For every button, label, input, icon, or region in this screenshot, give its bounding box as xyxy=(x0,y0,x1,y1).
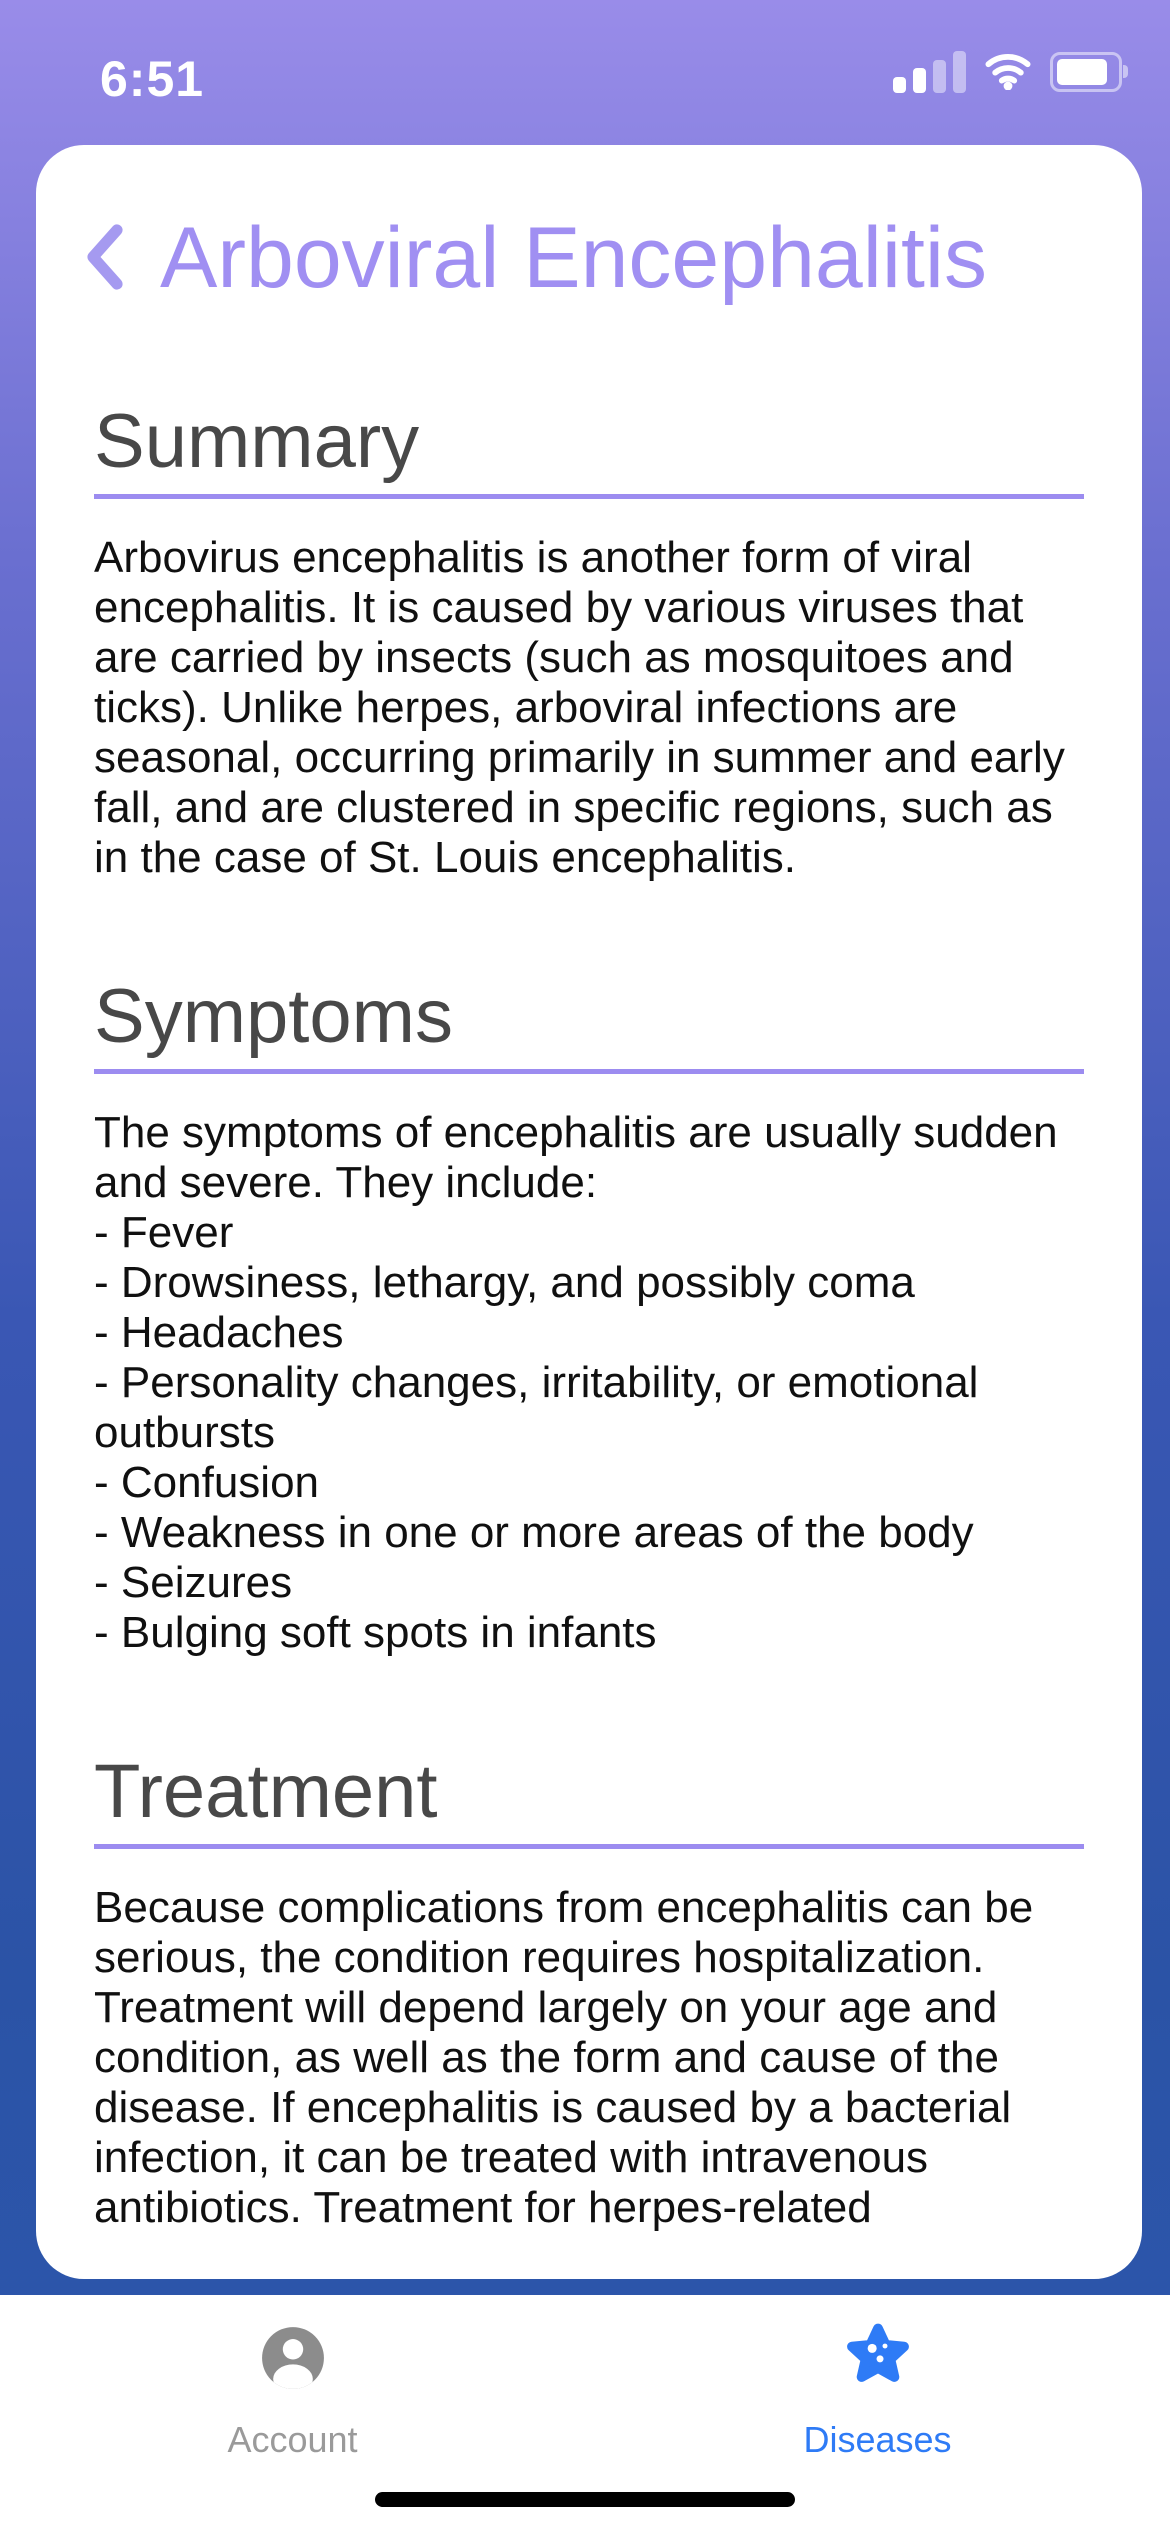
text-line: - Drowsiness, lethargy, and possibly coma xyxy=(94,1258,915,1308)
text-line: - Seizures xyxy=(94,1558,293,1608)
heading-underline xyxy=(94,494,1084,499)
text-line: encephalitis. It is caused by various viruses that xyxy=(94,583,1024,633)
text-line: Treatment will depend largely on your age and xyxy=(94,1983,998,2033)
text-line: in the case of St. Louis encephalitis. xyxy=(94,833,796,883)
back-button[interactable] xyxy=(84,224,126,293)
status-icons xyxy=(893,50,1122,94)
section-summary xyxy=(94,398,1084,883)
home-indicator[interactable] xyxy=(375,2492,795,2507)
section-symptoms xyxy=(94,973,1084,1658)
text-line: are carried by insects (such as mosquitoes and xyxy=(94,633,1014,683)
heading-underline xyxy=(94,1844,1084,1849)
heading-underline xyxy=(94,1069,1084,1074)
tab-label: Account xyxy=(227,2419,358,2460)
text-line: The symptoms of encephalitis are usually sudden xyxy=(94,1108,1058,1158)
text-line: condition, as well as the form and cause of the xyxy=(94,2033,999,2083)
text-line: seasonal, occurring primarily in summer and early xyxy=(94,733,1065,783)
cellular-signal-icon xyxy=(893,51,966,93)
text-line: Arbovirus encephalitis is another form of viral xyxy=(94,533,972,583)
section-body xyxy=(94,1108,1084,1658)
person-icon xyxy=(258,2323,328,2393)
text-line: - Fever xyxy=(94,1208,234,1258)
text-line: - Headaches xyxy=(94,1308,344,1358)
content-card xyxy=(36,145,1142,2279)
section-heading: Treatment xyxy=(94,1749,438,1835)
text-line: and severe. They include: xyxy=(94,1158,598,1208)
section-body xyxy=(94,533,1084,883)
text-line: - Bulging soft spots in infants xyxy=(94,1608,657,1658)
text-line: antibiotics. Treatment for herpes-related xyxy=(94,2183,872,2233)
section-heading: Summary xyxy=(94,398,420,484)
germ-icon xyxy=(843,2323,913,2393)
section-body xyxy=(94,1883,1084,2233)
section-treatment xyxy=(94,1748,1084,2233)
page-header xyxy=(84,209,1084,308)
text-line: disease. If encephalitis is caused by a bacterial xyxy=(94,2083,1012,2133)
text-line: Because complications from encephalitis can be xyxy=(94,1883,1034,1933)
text-line: outbursts xyxy=(94,1408,275,1458)
text-line: ticks). Unlike herpes, arboviral infections are xyxy=(94,683,958,733)
battery-icon xyxy=(1050,52,1122,92)
status-bar xyxy=(0,0,1170,130)
chevron-left-icon xyxy=(84,224,126,293)
text-line: - Weakness in one or more areas of the body xyxy=(94,1508,974,1558)
text-line: - Confusion xyxy=(94,1458,320,1508)
wifi-icon xyxy=(982,50,1034,95)
status-time: 6:51 xyxy=(100,51,205,107)
tab-label: Diseases xyxy=(803,2419,952,2460)
text-line: serious, the condition requires hospitalization. xyxy=(94,1933,985,1983)
section-heading: Symptoms xyxy=(94,974,453,1060)
page-title: Arboviral Encephalitis xyxy=(160,210,987,306)
text-line: infection, it can be treated with intravenous xyxy=(94,2133,929,2183)
text-line: fall, and are clustered in specific regions, such as xyxy=(94,783,1053,833)
text-line: - Personality changes, irritability, or emotional xyxy=(94,1358,979,1408)
